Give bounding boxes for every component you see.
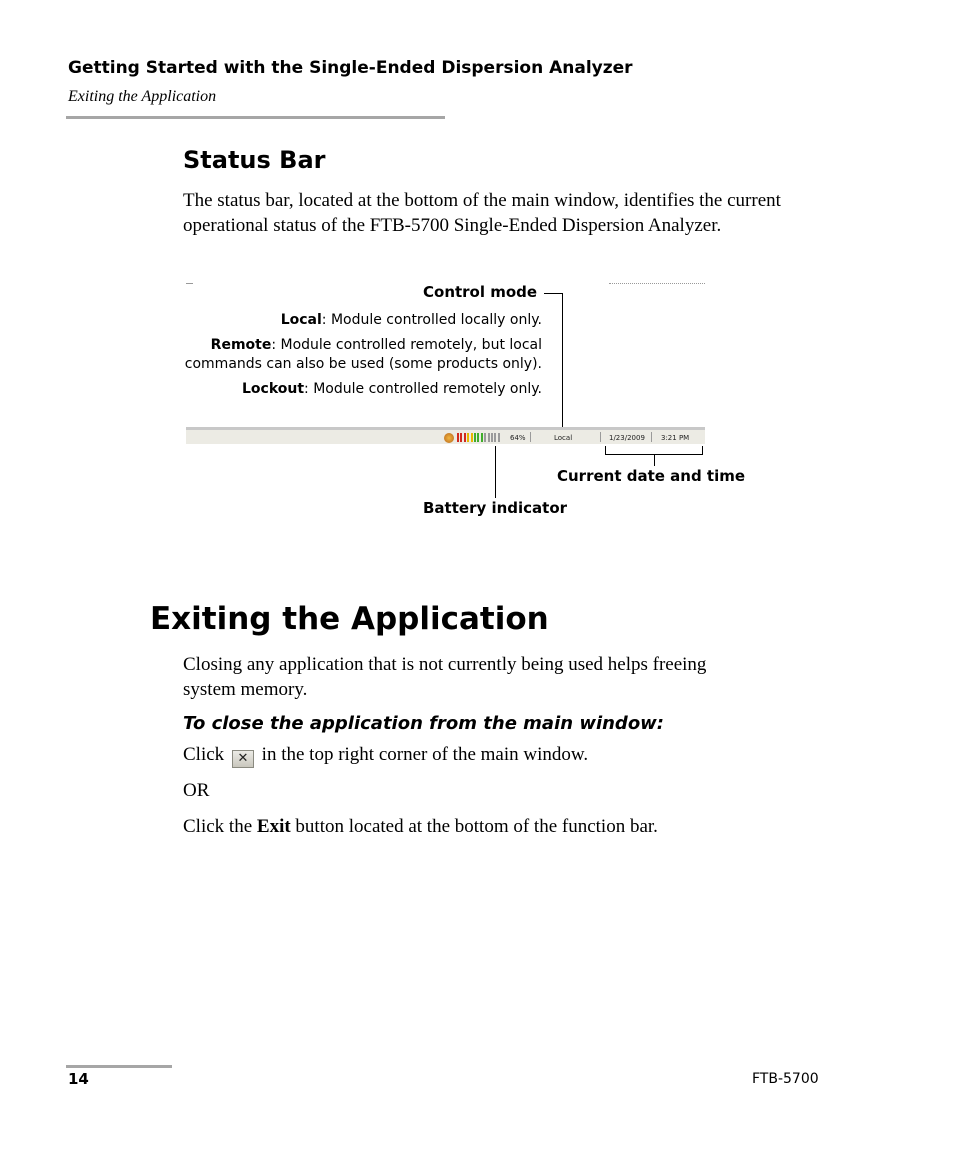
mode-text: : Module controlled remotely, but local bbox=[271, 337, 542, 353]
step-text: Click the bbox=[183, 816, 257, 837]
mode-remote-desc-line2: commands can also be used (some products only). bbox=[184, 356, 542, 372]
running-header-title: Getting Started with the Single-Ended Dispersion Analyzer bbox=[68, 58, 633, 78]
battery-cell bbox=[491, 433, 493, 442]
battery-cell bbox=[477, 433, 479, 442]
page-number: 14 bbox=[68, 1070, 89, 1088]
status-separator bbox=[651, 432, 652, 442]
mode-text: : Module controlled locally only. bbox=[321, 312, 542, 328]
control-mode-leader-h bbox=[544, 293, 563, 294]
battery-cell bbox=[498, 433, 500, 442]
battery-cell bbox=[484, 433, 486, 442]
step-click-exit bbox=[183, 814, 658, 839]
step-click-close bbox=[183, 742, 588, 768]
battery-indicator-label: Battery indicator bbox=[423, 499, 568, 517]
exit-button-name: Exit bbox=[256, 816, 291, 837]
section-heading-status-bar: Status Bar bbox=[183, 146, 326, 174]
mode-text: : Module controlled remotely only. bbox=[304, 381, 542, 397]
step-text: button located at the bottom of the function bar. bbox=[290, 816, 658, 837]
running-header-subtitle: Exiting the Application bbox=[68, 88, 217, 105]
step-text: Click bbox=[183, 744, 225, 765]
close-icon: ✕ bbox=[232, 750, 254, 768]
battery-cell bbox=[474, 433, 476, 442]
battery-percent: 64% bbox=[510, 434, 526, 442]
battery-cell bbox=[460, 433, 462, 442]
battery-cell bbox=[464, 433, 466, 442]
status-bar-description: The status bar, located at the bottom of the main window, identifies the current operational status of the FTB-5700 Single-Ended Dispersion Analyzer. bbox=[183, 190, 781, 236]
procedure-heading: To close the application from the main window: bbox=[183, 713, 665, 734]
section-heading-exiting: Exiting the Application bbox=[150, 601, 549, 637]
battery-indicator bbox=[457, 430, 501, 444]
battery-cell bbox=[481, 433, 483, 442]
figure-crop-mark bbox=[609, 283, 705, 285]
battery-cell bbox=[457, 433, 459, 442]
status-mode: Local bbox=[554, 434, 573, 442]
battery-leader bbox=[495, 446, 496, 498]
control-mode-label: Control mode bbox=[423, 283, 538, 301]
figure-crop-mark bbox=[186, 283, 193, 284]
or-text: OR bbox=[183, 780, 210, 801]
datetime-leader bbox=[654, 454, 655, 466]
status-bar bbox=[186, 427, 705, 444]
battery-cell bbox=[488, 433, 490, 442]
control-mode-leader-v bbox=[562, 293, 563, 427]
product-name: FTB-5700 bbox=[752, 1071, 819, 1087]
status-separator bbox=[600, 432, 601, 442]
status-separator bbox=[530, 432, 531, 442]
datetime-label: Current date and time bbox=[557, 467, 746, 485]
mode-remote-desc bbox=[211, 337, 542, 353]
status-date: 1/23/2009 bbox=[609, 434, 645, 442]
exit-intro-line1: Closing any application that is not currently being used helps freeing bbox=[183, 654, 707, 675]
footer-rule bbox=[66, 1065, 172, 1068]
battery-cell bbox=[467, 433, 469, 442]
exit-intro-line2: system memory. bbox=[183, 679, 308, 700]
battery-cell bbox=[494, 433, 496, 442]
mode-lockout-desc bbox=[242, 381, 542, 397]
header-rule bbox=[66, 116, 445, 119]
battery-cell bbox=[471, 433, 473, 442]
mode-term: Lockout bbox=[241, 381, 305, 397]
mode-term: Remote bbox=[210, 337, 272, 353]
mode-local-desc bbox=[281, 312, 542, 328]
status-time: 3:21 PM bbox=[661, 434, 690, 442]
step-text: in the top right corner of the main window. bbox=[261, 744, 589, 765]
mode-term: Local bbox=[280, 312, 322, 328]
battery-plug-icon bbox=[444, 433, 454, 443]
